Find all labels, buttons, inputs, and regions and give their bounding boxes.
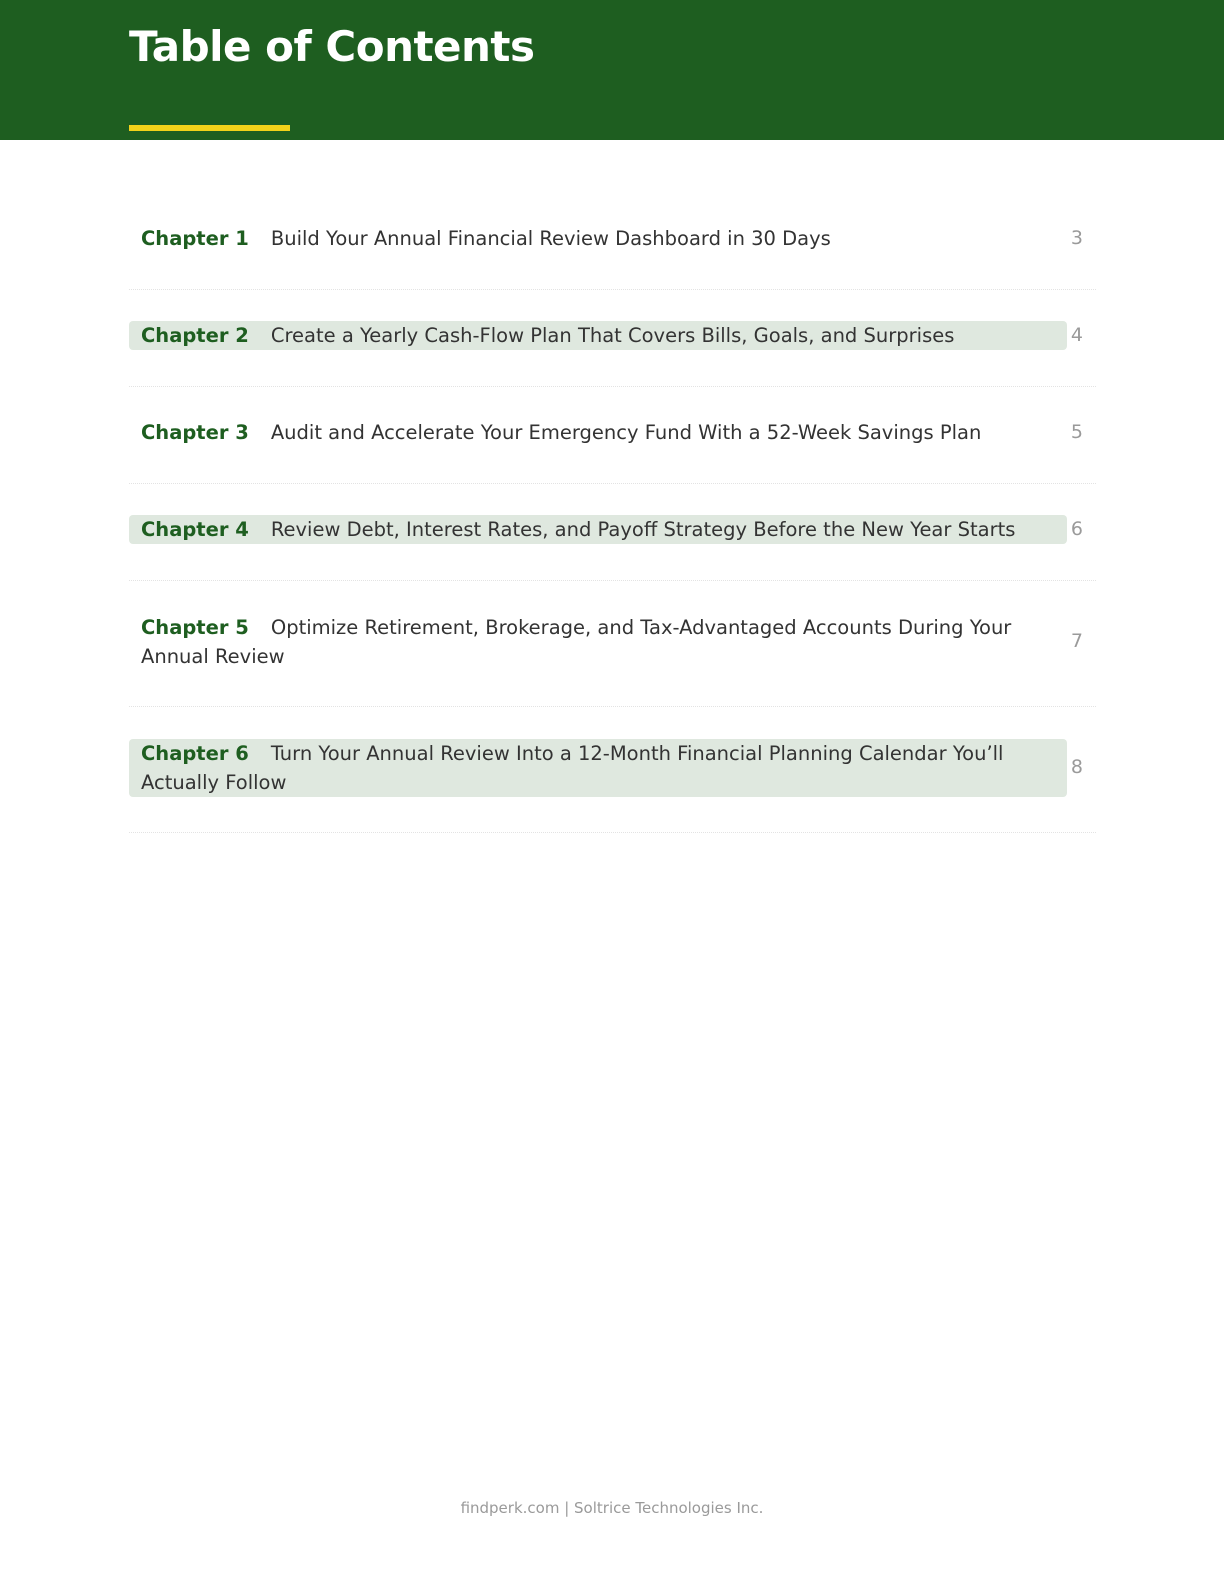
chapter-label: Chapter 2 <box>141 324 249 347</box>
toc-entry <box>129 418 1067 447</box>
chapter-title: Optimize Retirement, Brokerage, and Tax-Advantaged Accounts During Your Annual Review <box>141 616 1012 668</box>
toc-entry <box>129 321 1067 350</box>
page-number: 7 <box>1070 630 1083 652</box>
chapter-label: Chapter 4 <box>141 518 249 541</box>
page-number: 3 <box>1070 227 1083 249</box>
header-band <box>0 0 1224 140</box>
toc-row-chapter-4[interactable] <box>129 484 1096 581</box>
chapter-title: Build Your Annual Financial Review Dashboard in 30 Days <box>270 227 831 250</box>
chapter-title: Review Debt, Interest Rates, and Payoff Strategy Before the New Year Starts <box>270 518 1016 541</box>
toc-row-chapter-3[interactable] <box>129 387 1096 484</box>
page-number: 5 <box>1070 421 1083 443</box>
page-number: 8 <box>1070 756 1083 778</box>
chapter-label: Chapter 3 <box>141 421 249 444</box>
toc-entry <box>129 515 1067 544</box>
page-number: 6 <box>1070 518 1083 540</box>
chapter-title: Turn Your Annual Review Into a 12-Month Financial Planning Calendar You’ll Actually Follow <box>141 742 1004 794</box>
table-of-contents <box>129 193 1096 833</box>
toc-entry <box>129 224 1067 253</box>
footer-text: findperk.com | Soltrice Technologies Inc. <box>460 1499 764 1517</box>
toc-row-chapter-2[interactable] <box>129 290 1096 387</box>
toc-row-chapter-6[interactable] <box>129 707 1096 833</box>
toc-row-chapter-1[interactable] <box>129 193 1096 290</box>
toc-row-chapter-5[interactable] <box>129 581 1096 707</box>
chapter-title: Create a Yearly Cash-Flow Plan That Covers Bills, Goals, and Surprises <box>270 324 955 347</box>
toc-entry <box>129 739 1067 797</box>
chapter-label: Chapter 5 <box>141 616 249 639</box>
page-title: Table of Contents <box>129 22 535 71</box>
chapter-label: Chapter 1 <box>141 227 249 250</box>
chapter-title: Audit and Accelerate Your Emergency Fund With a 52-Week Savings Plan <box>270 421 982 444</box>
toc-entry <box>129 613 1067 671</box>
title-accent-underline <box>129 125 290 131</box>
page-number: 4 <box>1070 324 1083 346</box>
chapter-label: Chapter 6 <box>141 742 249 765</box>
